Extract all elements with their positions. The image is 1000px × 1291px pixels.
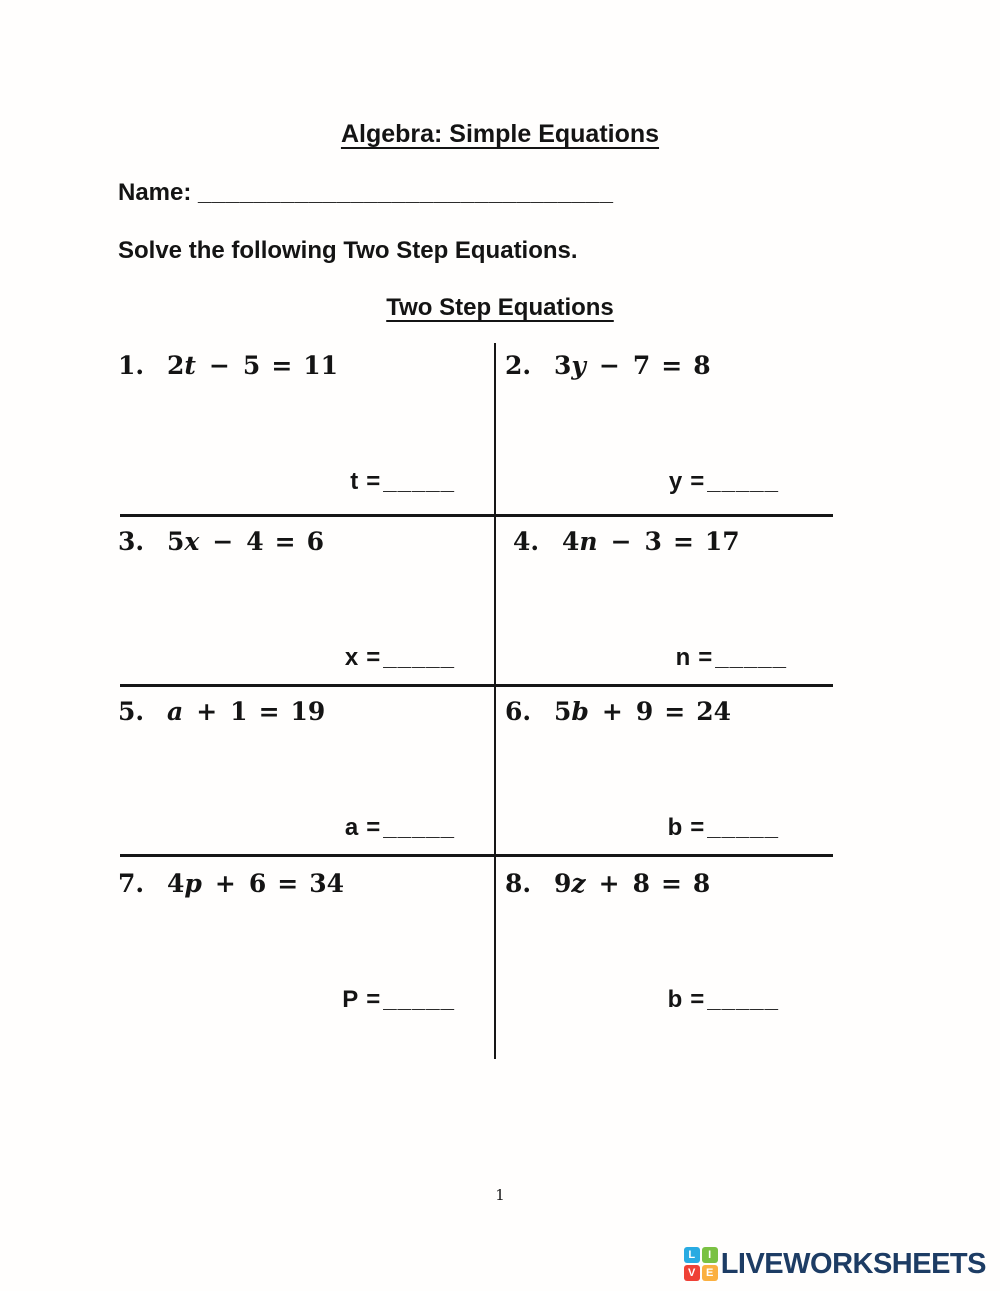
equals-sign: = (258, 697, 280, 726)
answer-equals-sign: = (366, 814, 381, 841)
row-divider-line-1 (120, 514, 833, 517)
result: 8 (692, 869, 711, 898)
operator: + (601, 697, 623, 726)
equation-line (118, 524, 490, 560)
operator: − (212, 527, 234, 556)
answer-blank[interactable]: _____ (383, 986, 455, 1013)
logo-tile-3: V (684, 1265, 700, 1281)
answer-equals-sign: = (366, 644, 381, 671)
constant: 4 (246, 527, 264, 556)
variable: a (167, 697, 184, 726)
equals-sign: = (660, 869, 682, 898)
coefficient: 2 (167, 351, 185, 380)
constant: 5 (242, 351, 261, 380)
answer-blank[interactable]: _____ (383, 644, 455, 671)
logo-tile-2: I (702, 1247, 718, 1263)
result: 19 (290, 697, 326, 726)
variable: x (184, 527, 200, 556)
answer-blank[interactable]: _____ (707, 986, 779, 1013)
name-label: Name: (118, 179, 192, 206)
problem-number: 5. (118, 697, 145, 726)
equation-line (505, 348, 837, 384)
constant: 6 (248, 869, 267, 898)
answer-equals-sign: = (698, 644, 713, 671)
problem-6 (505, 694, 837, 842)
problem-number: 8. (505, 869, 532, 898)
problem-number: 3. (118, 527, 145, 556)
answer-line (505, 986, 837, 1014)
answer-equals-sign: = (690, 986, 705, 1013)
column-divider-line (494, 343, 496, 1059)
result: 6 (306, 527, 325, 556)
equals-sign: = (664, 697, 686, 726)
coefficient: 5 (167, 527, 185, 556)
problem-number: 4. (513, 527, 540, 556)
coefficient: 4 (562, 527, 580, 556)
answer-variable-label: y (668, 468, 683, 495)
equation-line (118, 866, 490, 902)
problem-3 (118, 524, 490, 672)
problem-2 (505, 348, 837, 496)
operator: + (196, 697, 218, 726)
constant: 1 (230, 697, 248, 726)
variable: t (184, 351, 196, 380)
problem-7 (118, 866, 490, 1014)
problem-8 (505, 866, 837, 1014)
answer-variable-label: b (667, 814, 683, 841)
answer-variable-label: a (344, 814, 359, 841)
answer-line (505, 814, 837, 842)
equals-sign: = (277, 869, 299, 898)
problem-5 (118, 694, 490, 842)
answer-variable-label: x (344, 644, 359, 671)
result: 17 (704, 527, 740, 556)
variable: b (571, 697, 589, 726)
variable: n (579, 527, 598, 556)
answer-line (118, 814, 490, 842)
liveworksheets-logo (684, 1247, 986, 1281)
answer-line (118, 986, 490, 1014)
answer-equals-sign: = (690, 814, 705, 841)
equals-sign: = (661, 351, 683, 380)
answer-variable-label: t (350, 468, 359, 495)
constant: 3 (644, 527, 662, 556)
equation-line (505, 866, 837, 902)
operator: + (214, 869, 236, 898)
result: 8 (693, 351, 711, 380)
equals-sign: = (672, 527, 694, 556)
problem-number: 1. (118, 351, 145, 380)
equation-line (118, 348, 490, 384)
logo-tile-4: E (702, 1265, 718, 1281)
problem-4 (513, 524, 845, 672)
answer-equals-sign: = (366, 468, 381, 495)
answer-blank[interactable]: _____ (383, 814, 455, 841)
problem-number: 7. (118, 869, 145, 898)
page-number: 1 (495, 1186, 505, 1204)
instruction-text: Solve the following Two Step Equations. (118, 237, 578, 264)
coefficient: 9 (554, 869, 572, 898)
result: 24 (696, 697, 731, 726)
equals-sign: = (274, 527, 296, 556)
answer-line (118, 644, 490, 672)
constant: 8 (632, 869, 650, 898)
name-blank[interactable]: ______________________________ (198, 179, 614, 206)
operator: − (598, 351, 620, 380)
answer-line (505, 468, 837, 496)
equals-sign: = (271, 351, 293, 380)
liveworksheets-logo-text: LIVEWORKSHEETS (720, 1248, 986, 1280)
result: 34 (309, 869, 344, 898)
variable: p (184, 869, 202, 898)
operator: − (610, 527, 632, 556)
answer-line (118, 468, 490, 496)
answer-equals-sign: = (366, 986, 381, 1013)
equation-line (118, 694, 490, 730)
answer-blank[interactable]: _____ (707, 468, 779, 495)
result: 11 (303, 351, 339, 380)
answer-blank[interactable]: _____ (715, 644, 787, 671)
constant: 9 (635, 697, 654, 726)
answer-variable-label: n (675, 644, 691, 671)
answer-variable-label: b (667, 986, 683, 1013)
answer-variable-label: P (342, 986, 359, 1013)
problem-number: 6. (505, 697, 532, 726)
constant: 7 (632, 351, 651, 380)
variable: z (571, 869, 586, 898)
operator: − (208, 351, 230, 380)
answer-blank[interactable]: _____ (707, 814, 779, 841)
row-divider-line-2 (120, 684, 833, 687)
answer-equals-sign: = (690, 468, 705, 495)
variable: y (571, 351, 586, 380)
coefficient: 3 (554, 351, 572, 380)
answer-line (513, 644, 845, 672)
liveworksheets-logo-icon (684, 1247, 718, 1281)
logo-tile-1: L (684, 1247, 700, 1263)
name-line (118, 179, 613, 207)
row-divider-line-3 (120, 854, 833, 857)
answer-blank[interactable]: _____ (383, 468, 455, 495)
equation-line (513, 524, 845, 560)
problem-1 (118, 348, 490, 496)
coefficient: 5 (554, 697, 572, 726)
equation-line (505, 694, 837, 730)
page-title: Algebra: Simple Equations (340, 120, 660, 148)
problem-number: 2. (505, 351, 532, 380)
operator: + (598, 869, 620, 898)
section-title: Two Step Equations (386, 294, 614, 321)
coefficient: 4 (167, 869, 185, 898)
